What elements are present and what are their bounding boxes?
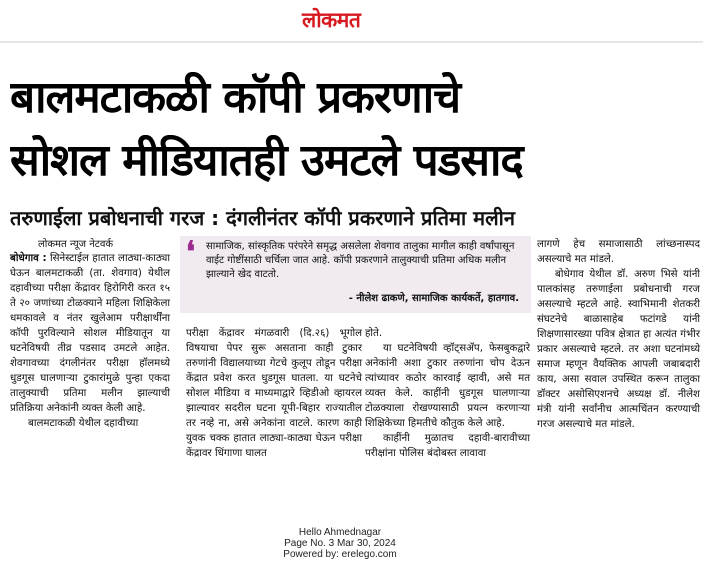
footer-page-date: Page No. 3 Mar 30, 2024 xyxy=(284,538,396,549)
pull-quote xyxy=(180,236,531,313)
column-3-paragraph-2: या घटनेविषयी व्हॉट्सॲप, फेसबुकद्वारे अनेकांनी अशा टुकार तरुणांना चोप देऊन त्यांच्यावर कठोर कारवाई व्हावी, असे मत व्यक्त केले. काहींनी धुडगूस घालणाऱ्या टोळक्याला रोखण्यासाठी प्रयत्न करणाऱ्या शिक्षिकेच्या हिमतीचे कौतुक केले आहे. xyxy=(365,343,530,429)
footer-site-name: Hello Ahmednagar xyxy=(298,527,382,538)
article-column-1 xyxy=(10,251,170,431)
column-1-text: सिनेस्टाईल हातात लाठ्या-काठ्या घेऊन बालमटाकळी (ता. शेवगाव) येथील दहावीच्या परीक्षा केंद्रावर हिरोगिरी करत १५ ते २० जणांच्या टोळक्याने महिला शिक्षिकेला धमकावले व नंतर खुलेआम परीक्षार्थींना कॉपी पुरविल्याने सोशल मीडियातून या घटनेविषयी तीव्र पडसाद उमटले आहेत. शेवगावच्या दंगलीनंतर परीक्षा हॉलमध्ये धुडगूस घालणाऱ्या टुकारांमुळे पुन्हा एकदा तालुक्याची प्रतिमा मलीन झाल्याची प्रतिक्रिया अनेकांनी व्यक्त केली आहे. xyxy=(10,253,170,414)
column-4-paragraph-1: लागणे हेच समाजासाठी लांच्छनास्पद असल्याचे मत मांडले. xyxy=(537,239,700,265)
newspaper-logo: लोकमत xyxy=(302,7,361,32)
article-column-4 xyxy=(537,237,700,432)
headline-line-2: सोशल मीडियातही उमटले पडसाद xyxy=(10,135,523,186)
masthead-divider xyxy=(0,41,703,43)
article-column-3 xyxy=(365,326,530,461)
quote-text: सामाजिक, सांस्कृतिक परंपरेने समृद्ध असलेला शेवगाव तालुका मागील काही वर्षांपासून वाईट गोष्टींसाठी चर्चिला जात आहे. कॉपी प्रकरणाने तालुक्याची प्रतिमा अधिक मलीन झाल्याने खेद वाटतो. xyxy=(206,241,515,280)
column-3-paragraph-3: काहींनी मुळातच दहावी-बारावीच्या परीक्षांना पोलिस बंदोबस्त लावावा xyxy=(365,433,530,459)
quote-author: - नीलेश ढाकणे, सामाजिक कार्यकर्ते, हातगाव. xyxy=(348,293,519,304)
footer-powered-by: Powered by: erelego.com xyxy=(283,549,397,560)
column-2-paragraph: परीक्षा केंद्रावर मंगळवारी (दि.२६) भूगोल विषयाचा पेपर सुरू असताना काही टुकार तरुणांनी विद्यालयाच्या गेटचे कुलूप तोडून परीक्षा केंद्रात प्रवेश करत धुडगूस घातला. या घटनेचे सोशल मीडिया व माध्यमाद्वारे व्हिडीओ व्हायरल झाल्यावर सदरील घटना यूपी-बिहार राज्यातील तर नव्हे ना, असे अनेकांना वाटले. कारण काही युवक चक्क हातात लाठ्या-काठ्या घेऊन परीक्षा केंद्रावर धिंगाणा घालत xyxy=(186,328,362,459)
place-lead: बोधेगाव : xyxy=(10,253,47,264)
column-1-paragraph-1 xyxy=(10,251,170,416)
headline-line-1: बालमटाकळी कॉपी प्रकरणाचे xyxy=(10,72,461,123)
page-footer xyxy=(250,527,430,560)
quote-mark-icon: ❛ xyxy=(186,235,196,268)
column-3-paragraph-1: होते. xyxy=(365,328,383,339)
article-column-2 xyxy=(186,326,362,461)
masthead xyxy=(0,0,703,42)
column-4-paragraph-2: बोधेगाव येथील डॉ. अरुण भिसे यांनी पालकांसह तरुणाईला प्रबोधनाची गरज असल्याचे म्हटले आहे. स्वाभिमानी शेतकरी संघटनेचे बाळासाहेब फटांगडे यांनी शिक्षणासारख्या पवित्र क्षेत्रात हा अत्यंत गंभीर प्रकार असल्याचे म्हटले. तर अशा घटनांमध्ये समाज म्हणून वैयक्तिक आपली जबाबदारी काय, असा सवाल उपस्थित करून तालुका डॉक्टर असोसिएशनचे अध्यक्ष डॉ. नीलेश मंत्री यांनी सर्वांनीच आत्मचिंतन करण्याची गरज असल्याचे मत मांडले. xyxy=(537,269,700,430)
subheadline: तरुणाईला प्रबोधनाची गरज : दंगलीनंतर कॉपी प्रकरणाने प्रतिमा मलीन xyxy=(10,206,515,230)
column-1-paragraph-2: बालमटाकळी येथील दहावीच्या xyxy=(28,418,139,429)
dateline: लोकमत न्यूज नेटवर्क xyxy=(38,239,114,250)
